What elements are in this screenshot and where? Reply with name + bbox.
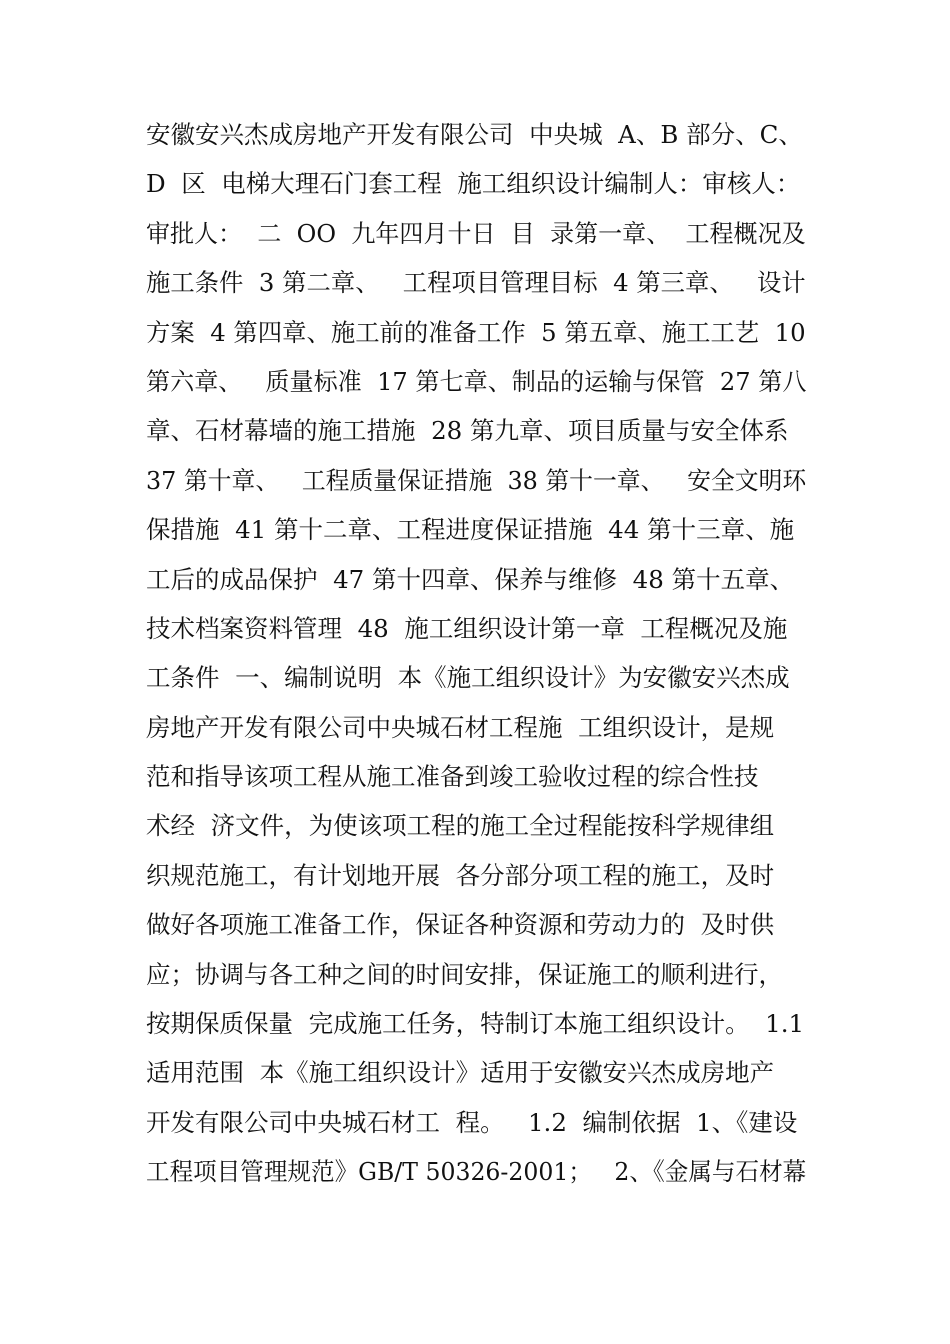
text-line-11: 技术档案资料管理 48 施工组织设计第一章 工程概况及施 [146,613,788,643]
text-line-16: 织规范施工，有计划地开展 各分部分项工程的施工，及时 [146,860,775,890]
text-line-17: 做好各项施工准备工作，保证各种资源和劳动力的 及时供 [146,910,775,940]
text-line-7: 章、石材幕墙的施工措施 28 第九章、项目质量与安全体系 [146,416,789,446]
text-line-12: 工条件 一、编制说明 本《施工组织设计》为安徽安兴杰成 [146,663,790,693]
text-line-18: 应；协调与各工种之间的时间安排，保证施工的顺利进行， [146,959,783,989]
text-line-13: 房地产开发有限公司中央城石材工程施 工组织设计，是规 [146,712,775,742]
document-body-text [146,110,806,1197]
text-line-5: 方案 4 第四章、施工前的准备工作 5 第五章、施工工艺 10 [146,317,806,347]
text-line-3: 审批人： 二 OO 九年四月十日 目 录第一章、 工程概况及 [146,218,806,248]
text-line-15: 术经 济文件，为使该项工程的施工全过程能按科学规律组 [146,811,775,841]
text-line-9: 保措施 41 第十二章、工程进度保证措施 44 第十三章、施 [146,515,795,545]
text-line-14: 范和指导该项工程从施工准备到竣工验收过程的综合性技 [146,762,759,792]
text-line-4: 施工条件 3 第二章、 工程项目管理目标 4 第三章、 设计 [146,268,806,298]
text-line-21: 开发有限公司中央城石材工 程。 1.2 编制依据 1、《建设 [146,1107,798,1137]
text-line-8: 37 第十章、 工程质量保证措施 38 第十一章、 安全文明环 [146,465,807,495]
text-line-22: 工程项目管理规范》GB/T 50326-2001； 2、《金属与石材幕 [146,1157,807,1187]
text-line-6: 第六章、 质量标准 17 第七章、制品的运输与保管 27 第八 [146,366,807,396]
text-line-2: D 区 电梯大理石门套工程 施工组织设计编制人：审核人： [146,169,801,199]
text-line-10: 工后的成品保护 47 第十四章、保养与维修 48 第十五章、 [146,564,795,594]
text-line-1: 安徽安兴杰成房地产开发有限公司 中央城 A、B 部分、C、 [146,120,803,149]
text-line-20: 适用范围 本《施工组织设计》适用于安徽安兴杰成房地产 [146,1058,775,1088]
text-line-19: 按期保质保量 完成施工任务，特制订本施工组织设计。 1.1 [146,1009,805,1039]
